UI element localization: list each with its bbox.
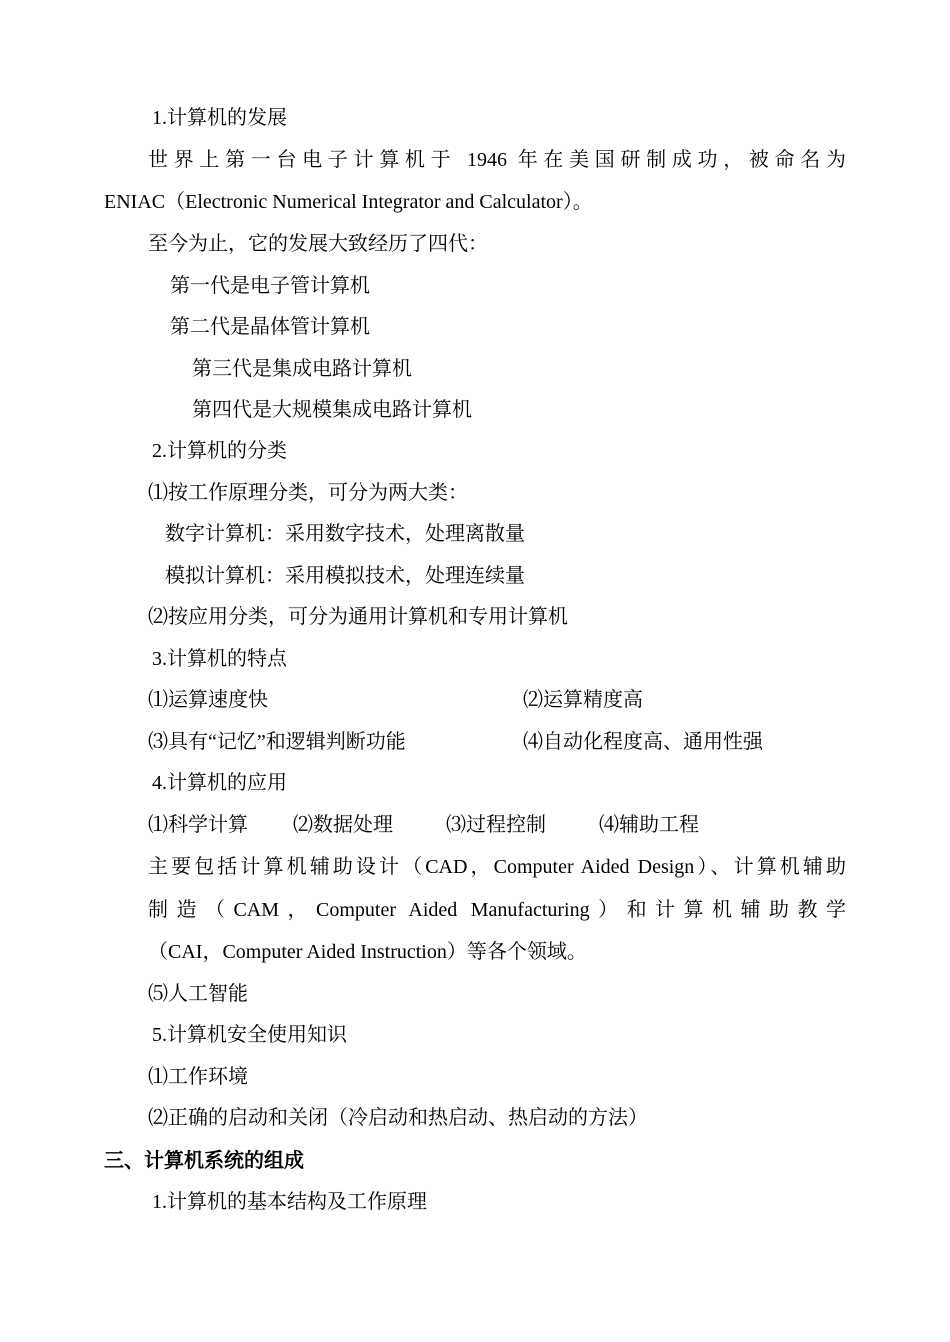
generation-item-1: 第一代是电子管计算机 <box>170 275 370 297</box>
paragraph-cad-line3: （CAI，Computer Aided Instruction）等各个领域。 <box>148 941 587 963</box>
generation-item-2: 第二代是晶体管计算机 <box>170 316 370 338</box>
application-item-2: ⑵数据处理 <box>293 814 393 836</box>
heading-computer-safety: 5.计算机安全使用知识 <box>152 1024 347 1046</box>
feature-item-4: ⑷自动化程度高、通用性强 <box>523 731 763 753</box>
application-item-1: ⑴科学计算 <box>148 814 248 836</box>
application-item-5: ⑸人工智能 <box>148 983 248 1005</box>
paragraph-eniac-line2: ENIAC（Electronic Numerical Integrator and Calculator）。 <box>104 191 593 213</box>
application-item-3: ⑶过程控制 <box>446 814 546 836</box>
feature-item-2: ⑵运算精度高 <box>523 689 643 711</box>
heading-computer-features: 3.计算机的特点 <box>152 648 287 670</box>
classification-item-1: ⑴按工作原理分类，可分为两大类： <box>148 482 468 504</box>
generation-item-3: 第三代是集成电路计算机 <box>192 358 412 380</box>
safety-item-1: ⑴工作环境 <box>148 1066 248 1088</box>
heading-computer-classification: 2.计算机的分类 <box>152 440 287 462</box>
safety-item-2: ⑵正确的启动和关闭（冷启动和热启动、热启动的方法） <box>148 1107 648 1129</box>
paragraph-cad-line2: 制造（CAM，Computer Aided Manufacturing）和计算机辅助教学 <box>148 899 846 921</box>
application-item-4: ⑷辅助工程 <box>599 814 699 836</box>
classification-analog: 模拟计算机：采用模拟技术，处理连续量 <box>165 565 525 587</box>
generation-item-4: 第四代是大规模集成电路计算机 <box>192 399 472 421</box>
feature-item-1: ⑴运算速度快 <box>148 689 268 711</box>
paragraph-eniac-line1: 世界上第一台电子计算机于 1946 年在美国研制成功，被命名为 <box>148 149 846 171</box>
feature-item-3: ⑶具有“记忆”和逻辑判断功能 <box>148 731 406 753</box>
heading-basic-structure: 1.计算机的基本结构及工作原理 <box>152 1191 427 1213</box>
classification-digital: 数字计算机：采用数字技术，处理离散量 <box>165 523 525 545</box>
heading-computer-development: 1.计算机的发展 <box>152 107 287 129</box>
heading-computer-applications: 4.计算机的应用 <box>152 772 287 794</box>
paragraph-cad-line1: 主要包括计算机辅助设计（CAD，Computer Aided Design）、计算机辅助 <box>148 856 846 878</box>
paragraph-generations-intro: 至今为止，它的发展大致经历了四代： <box>148 233 488 255</box>
section-heading-system-composition: 三、计算机系统的组成 <box>104 1150 304 1172</box>
classification-item-2: ⑵按应用分类，可分为通用计算机和专用计算机 <box>148 606 568 628</box>
